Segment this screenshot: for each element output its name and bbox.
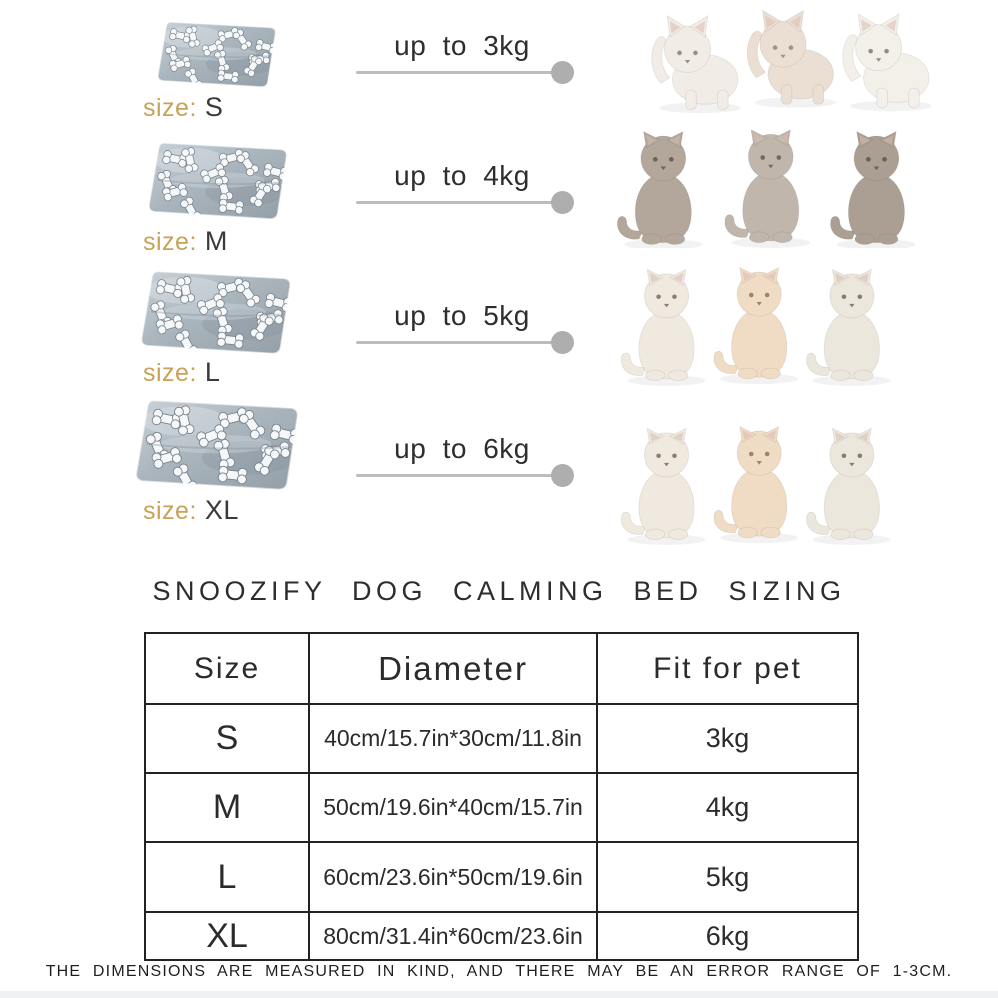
cell-size: S: [145, 704, 309, 773]
column-header-size: Size: [145, 633, 309, 704]
size-label-s: [143, 92, 223, 123]
cell-fit: 6kg: [597, 912, 858, 960]
persian-cats-image-l: [618, 252, 896, 398]
size-label-l: [143, 357, 220, 388]
table-row: [145, 773, 858, 842]
dimensions-disclaimer: THE DIMENSIONS ARE MEASURED IN KIND, AND THERE MAY BE AN ERROR RANGE OF 1-3CM.: [45, 963, 953, 980]
weight-text: up to 3kg: [394, 30, 530, 61]
size-label-prefix: size:: [143, 359, 197, 387]
size-label-m: [143, 226, 228, 257]
cell-fit: 4kg: [597, 773, 858, 842]
bone-mat-image-xl: [128, 390, 304, 500]
cell-size: M: [145, 773, 309, 842]
gray-cats-image-m: [612, 128, 934, 248]
weight-indicator-s: [356, 30, 568, 74]
weight-dot-icon: [551, 61, 574, 84]
size-label-prefix: size:: [143, 497, 197, 525]
weight-dot-icon: [551, 464, 574, 487]
cell-diameter: 60cm/23.6in*50cm/19.6in: [309, 842, 597, 912]
column-header-fit: Fit for pet: [597, 633, 858, 704]
weight-indicator-m: [356, 160, 568, 204]
bone-mat-image-m: [142, 134, 292, 228]
kittens-image-s: [645, 4, 937, 116]
cell-size: L: [145, 842, 309, 912]
weight-dot-icon: [551, 331, 574, 354]
weight-text: up to 5kg: [394, 300, 530, 331]
table-row: [145, 842, 858, 912]
weight-line-icon: [356, 71, 568, 74]
cell-diameter: 40cm/15.7in*30cm/11.8in: [309, 704, 597, 773]
weight-line-icon: [356, 474, 568, 477]
weight-indicator-xl: [356, 433, 568, 477]
cell-fit: 3kg: [597, 704, 858, 773]
sizing-table: [144, 632, 859, 961]
bottom-edge-strip: [0, 991, 998, 998]
weight-text: up to 4kg: [394, 160, 530, 191]
page-title: SNOOZIFY DOG CALMING BED SIZING: [152, 576, 846, 606]
cell-size: XL: [145, 912, 309, 960]
table-row: [145, 704, 858, 773]
bone-mat-image-s: [152, 14, 280, 95]
cell-fit: 5kg: [597, 842, 858, 912]
size-label-prefix: size:: [143, 94, 197, 122]
size-label-prefix: size:: [143, 228, 197, 256]
size-letter: XL: [204, 495, 239, 525]
weight-line-icon: [356, 201, 568, 204]
weight-text: up to 6kg: [394, 433, 530, 464]
size-label-xl: [143, 495, 239, 526]
bone-mat-image-l: [134, 262, 296, 363]
column-header-diameter: Diameter: [309, 633, 597, 704]
cell-diameter: 80cm/31.4in*60cm/23.6in: [309, 912, 597, 960]
weight-line-icon: [356, 341, 568, 344]
size-letter: S: [204, 92, 224, 122]
weight-indicator-l: [356, 300, 568, 344]
weight-dot-icon: [551, 191, 574, 214]
persian-cats-image-xl: [618, 410, 896, 558]
cell-diameter: 50cm/19.6in*40cm/15.7in: [309, 773, 597, 842]
size-letter: M: [204, 226, 228, 256]
table-row: [145, 912, 858, 960]
table-header-row: [145, 633, 858, 704]
size-letter: L: [204, 357, 221, 387]
